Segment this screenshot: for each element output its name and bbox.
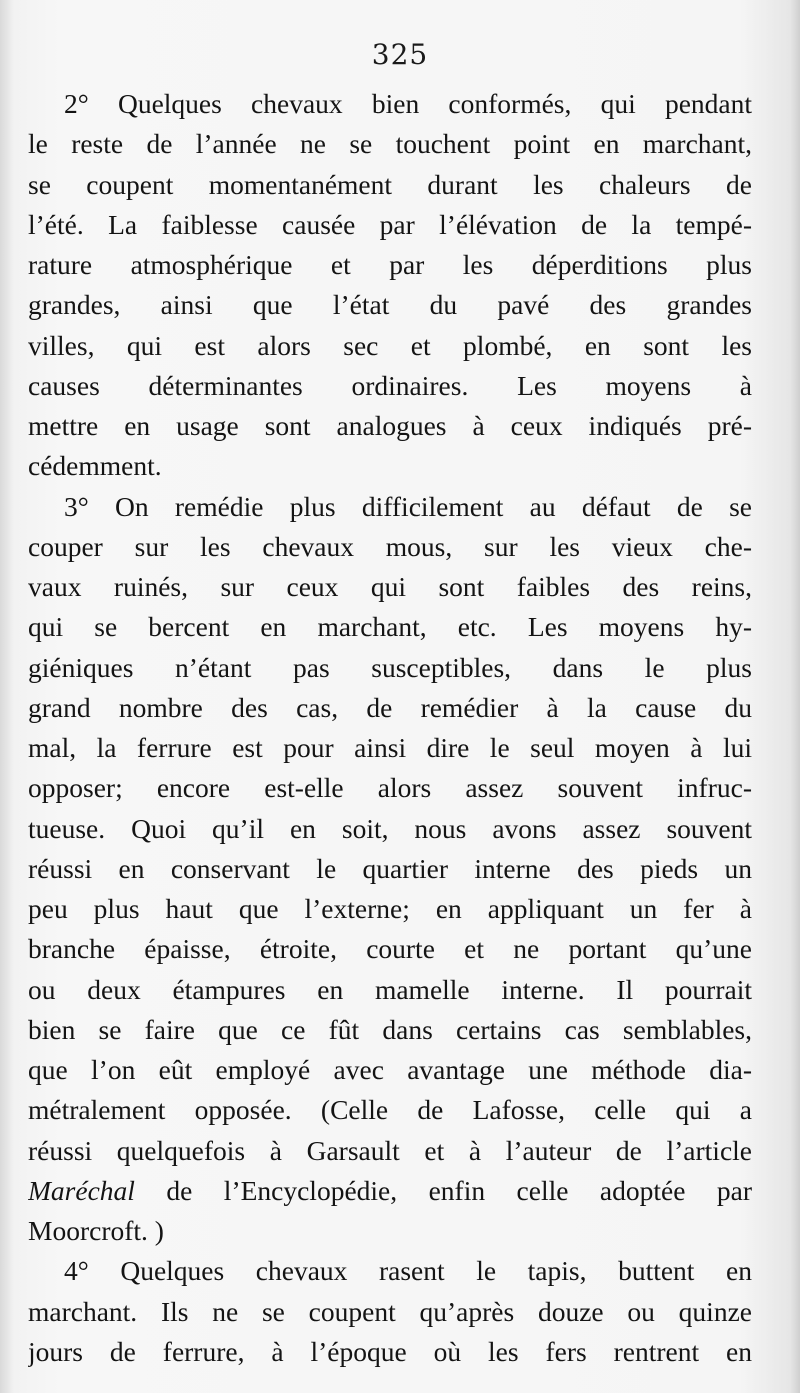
text-line: réussi quelquefois à Garsault et à l’auteur de l’article xyxy=(28,1134,752,1166)
text-line: 3° On remédie plus difficilement au défaut de se xyxy=(64,490,752,522)
text-line: réussi en conservant le quartier interne des pieds un xyxy=(28,852,752,884)
page-number: 325 xyxy=(371,38,429,71)
text-line: l’été. La faiblesse causée par l’élévation de la tempé- xyxy=(28,208,752,240)
text-line: grand nombre des cas, de remédier à la cause du xyxy=(28,691,752,723)
text-line: cédemment. xyxy=(28,450,162,482)
italic-term: Maréchal xyxy=(28,1174,135,1206)
text-line: se coupent momentanément durant les chaleurs de xyxy=(28,168,752,200)
text-line: ou deux étampures en mamelle interne. Il pourrait xyxy=(28,973,752,1005)
text-line: Moorcroft. ) xyxy=(28,1215,164,1246)
text-line: causes déterminantes ordinaires. Les moyens à xyxy=(28,369,752,401)
text-line: métralement opposée. (Celle de Lafosse, celle qui a xyxy=(28,1094,752,1126)
text-line: qui se bercent en marchant, etc. Les moyens hy- xyxy=(28,611,752,643)
text-line: 2° Quelques chevaux bien conformés, qui pendant xyxy=(64,88,752,119)
text-line: vaux ruinés, sur ceux qui sont faibles des reins, xyxy=(28,571,752,602)
body-text xyxy=(28,84,752,1372)
text-line: grandes, ainsi que l’état du pavé des grandes xyxy=(28,289,752,321)
text-line: couper sur les chevaux mous, sur les vieux che- xyxy=(28,530,752,562)
text-line-italic-reference xyxy=(28,1171,752,1211)
text-line: le reste de l’année ne se touchent point en marchant, xyxy=(28,128,752,160)
text-line: villes, qui est alors sec et plombé, en sont les xyxy=(28,329,752,361)
text-line: rature atmosphérique et par les déperditions plus xyxy=(28,249,752,280)
text-line: mettre en usage sont analogues à ceux indiqués pré- xyxy=(28,410,752,441)
text-line: branche épaisse, étroite, courte et ne portant qu’une xyxy=(28,933,752,965)
text-line: giéniques n’étant pas susceptibles, dans le plus xyxy=(28,651,752,683)
text-line: que l’on eût employé avec avantage une méthode dia- xyxy=(28,1054,752,1085)
text-line: 4° Quelques chevaux rasent le tapis, buttent en xyxy=(64,1255,752,1287)
text-line: bien se faire que ce fût dans certains cas semblables, xyxy=(28,1013,752,1045)
italic-line-rest: de l’Encyclopédie, enfin celle adoptée par xyxy=(134,1174,752,1206)
text-line: marchant. Ils ne se coupent qu’après douze ou quinze xyxy=(28,1295,752,1327)
text-line: jours de ferrure, à l’époque où les fers rentrent en xyxy=(28,1335,752,1367)
text-line: mal, la ferrure est pour ainsi dire le seul moyen à lui xyxy=(28,732,752,763)
text-line: tueuse. Quoi qu’il en soit, nous avons assez souvent xyxy=(28,812,752,844)
text-line: opposer; encore est-elle alors assez souvent infruc- xyxy=(28,772,752,804)
text-line: peu plus haut que l’externe; en appliquant un fer à xyxy=(28,893,752,924)
